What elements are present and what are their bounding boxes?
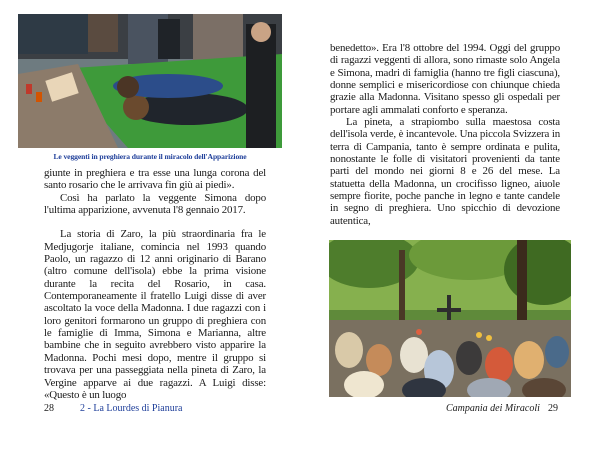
pine-forest-crowd-photo [329, 240, 571, 397]
right-page-text [330, 42, 560, 227]
left-page-text [44, 167, 266, 401]
page-number: 28 [44, 403, 54, 414]
paragraph: giunte in preghiera e tra esse una lunga corona del santo rosario che le arrivava fin giù ai piedi». [44, 167, 266, 192]
running-title: 2 - La Lourdes di Pianura [80, 403, 183, 414]
paragraph: La pineta, a strapiombo sulla maestosa costa dell'isola verde, è incantevole. Una piccola Svizzera in terra di Campania, tanto è sempre ordinata e pulita, nonostante le folle di visitatori provenienti da tante parti del mondo nei giorni 8 e 26 del mese. La statuetta della Madonna, un crocifisso ligneo, aiuole sempre fiorite, poche panche in legno e tante candele in segno di preghiera. Uno spicchio di devozione autentica, [330, 116, 560, 227]
running-title: Campania dei Miracoli [446, 403, 540, 414]
seers-praying-photo [18, 14, 282, 148]
paragraph: benedetto». Era l'8 ottobre del 1994. Oggi del gruppo di ragazzi veggenti di allora, sono rimaste solo Angela e Simona, madri di famiglia (hanno tre figli ciascuna), donne semplici e misericordiose con chiunque chieda grazie alla Madonna. Visitano spesso gli ospedali per portare agli ammalati conforto e speranza. [330, 42, 560, 116]
page-number: 29 [548, 403, 558, 414]
photo-caption: Le veggenti in preghiera durante il miracolo dell'Apparizione [53, 152, 247, 161]
paragraph: La storia di Zaro, la più straordinaria fra le Medjugorje italiane, comincia nel 1993 quando Paolo, un ragazzo di 12 anni originario di Barano (altro comune dell'isola) ebbe la prima visione durante la recita del Rosario, in casa. Contemporaneamente il fratello Luigi disse di aver ascoltato la voce della Madonna. I due ragazzi con i loro genitori formarono un gruppo di preghiera con le famiglie di Imma, Simona e Marianna, altre bambine che in seguito avrebbero visto apparire la Madonna. Pochi mesi dopo, mentre il gruppo si trovava per una passeggiata nella pineta di Zaro, la Vergine apparve ai due ragazzi. A Luigi disse: «Questo è un luogo [44, 228, 266, 401]
paragraph: Così ha parlato la veggente Simona dopo l'ultima apparizione, avvenuta l'8 gennaio 2017. [44, 191, 266, 217]
